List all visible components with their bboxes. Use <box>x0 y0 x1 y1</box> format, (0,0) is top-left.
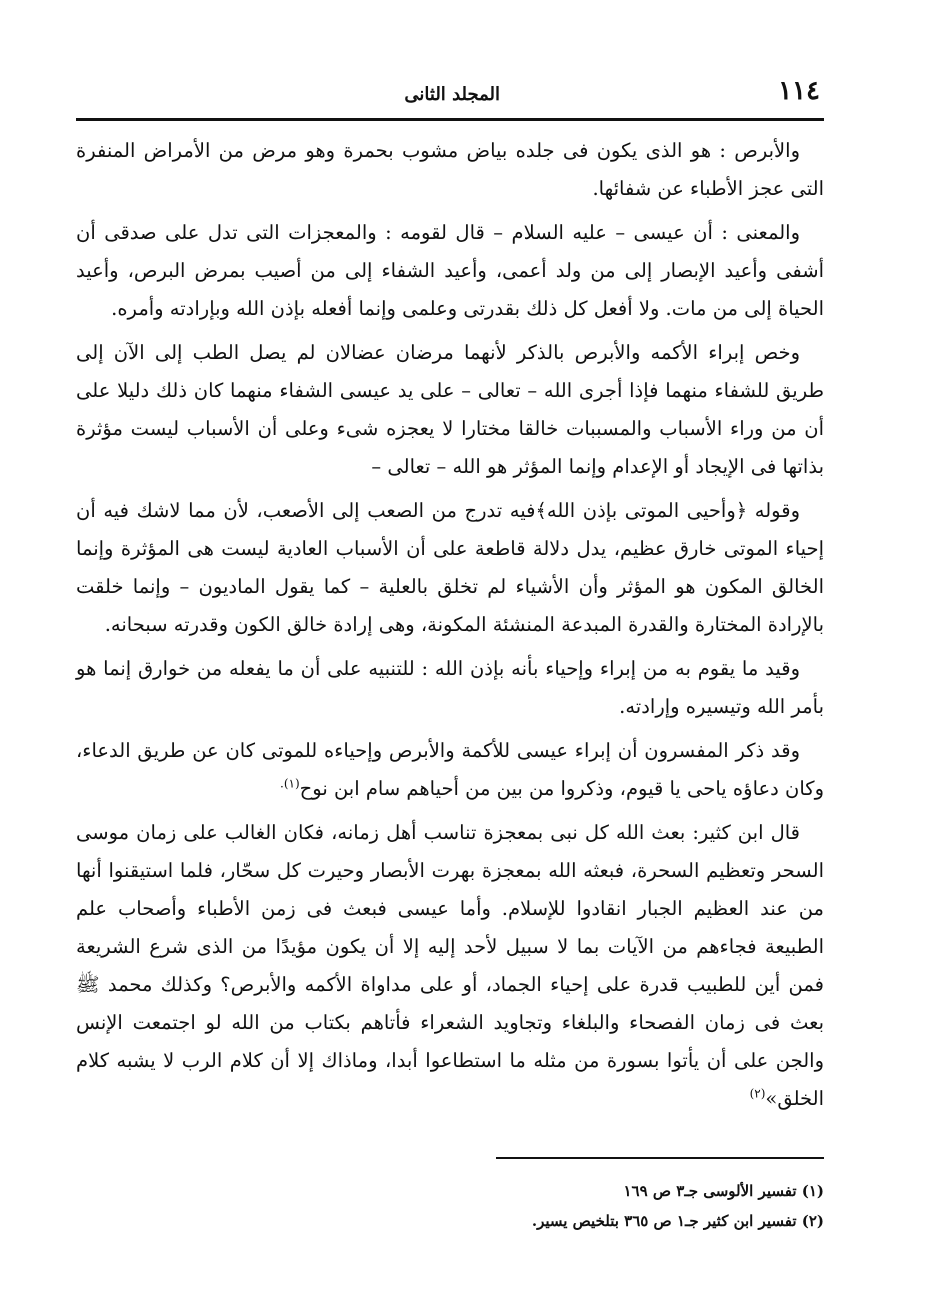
paragraph-text: وقيد ما يقوم به من إبراء وإحياء بأنه بإذن الله : للتنبيه على أن ما يفعله من خوارق إنما هو بأمر الله وتيسيره وإرادته. <box>76 657 824 718</box>
paragraph <box>76 492 824 644</box>
paragraph-text: وقوله ﴿وأحيى الموتى بإذن الله﴾فيه تدرج من الصعب إلى الأصعب، لأن مما لاشك فيه أن إحياء الموتى خارق عظيم، يدل دلالة قاطعة على أن الأسباب العادية ليست هى المؤثرة وإنما الخالق المكون هو المؤثر وأن الأشياء لم تخلق بالعلية – كما يقول الماديون – وإنما خلقت بالإرادة المختارة والقدرة المبدعة المنشئة المكونة، وهى إرادة خالق الكون وقدرته سبحانه. <box>76 499 824 636</box>
paragraph <box>76 334 824 486</box>
body-text <box>76 132 824 1124</box>
paragraph-text: قال ابن كثير: بعث الله كل نبى بمعجزة تناسب أهل زمانه، فكان الغالب على زمان موسى السحر وتعظيم السحرة، فبعثه الله بمعجزة بهرت الأبصار وحيرت كل سحّار، فلما استيقنوا أنها من عند العظيم الجبار انقادوا للإسلام. وأما عيسى فبعث فى زمن الأطباء وأصحاب علم الطبيعة فجاءهم من الآيات بما لا سبيل لأحد إليه إلا أن يكون مؤيدًا من الذى شرع الشريعة فمن أين للطبيب قدرة على إحياء الجماد، أو على مداواة الأكمه والأبرص؟ وكذلك محمد ﷺ بعث فى زمان الفصحاء والبلغاء وتجاويد الشعراء فأتاهم بكتاب من الله لو اجتمعت الإنس والجن على أن يأتوا بسورة من مثله ما استطاعوا أبدا، وماذاك إلا أن كلام الرب لا يشبه كلام الخلق» <box>76 821 824 1110</box>
paragraph <box>76 732 824 808</box>
page-number: ١١٤ <box>778 76 820 106</box>
paragraph-text: وقد ذكر المفسرون أن إبراء عيسى للأكمة والأبرص وإحياءه للموتى كان عن طريق الدعاء، وكان دعاؤه ياحى يا قيوم، وذكروا من بين من أحياهم سام ابن نوح <box>76 739 824 800</box>
paragraph <box>76 214 824 328</box>
footnote: (٢) تفسير ابن كثير جـ١ ص ٣٦٥ بتلخيص يسير. <box>531 1212 824 1230</box>
footnotes <box>380 1176 824 1236</box>
paragraph <box>76 650 824 726</box>
footnote-divider <box>496 1157 824 1159</box>
page-header <box>80 76 820 116</box>
volume-title: المجلد الثانى <box>404 84 500 105</box>
paragraph <box>76 132 824 208</box>
footnote-ref: (٢) <box>749 1086 766 1101</box>
paragraph-text: والمعنى : أن عيسى – عليه السلام – قال لقومه : والمعجزات التى تدل على صدقى أن أشفى وأعيد الإبصار إلى من ولد أعمى، وأعيد الشفاء إلى من أصيب بمرض البرص، وأعيد الحياة إلى من مات. ولا أفعل كل ذلك بقدرتى وعلمى وإنما أفعله بإذن الله وبإرادته وأمره. <box>76 221 824 320</box>
paragraph-text: وخص إبراء الأكمه والأبرص بالذكر لأنهما مرضان عضالان لم يصل الطب إلى الآن إلى طريق للشفاء منهما فإذا أجرى الله – تعالى – على يد عيسى الشفاء منهما كان ذلك دليلا على أن من وراء الأسباب والمسببات خالقا مختارا لا يعجزه شىء وعلى أن الأسباب ليست مؤثرة بذاتها فى الإيجاد أو الإعدام وإنما المؤثر هو الله – تعالى – <box>76 341 824 478</box>
header-divider <box>76 118 824 121</box>
paragraph <box>76 814 824 1118</box>
footnote-ref: (١). <box>280 776 300 791</box>
paragraph-text: والأبرص : هو الذى يكون فى جلده بياض مشوب بحمرة وهو مرض من الأمراض المنفرة التى عجز الأطباء عن شفائها. <box>76 139 824 200</box>
footnote: (١) تفسير الألوسى جـ٣ ص ١٦٩ <box>623 1182 824 1200</box>
